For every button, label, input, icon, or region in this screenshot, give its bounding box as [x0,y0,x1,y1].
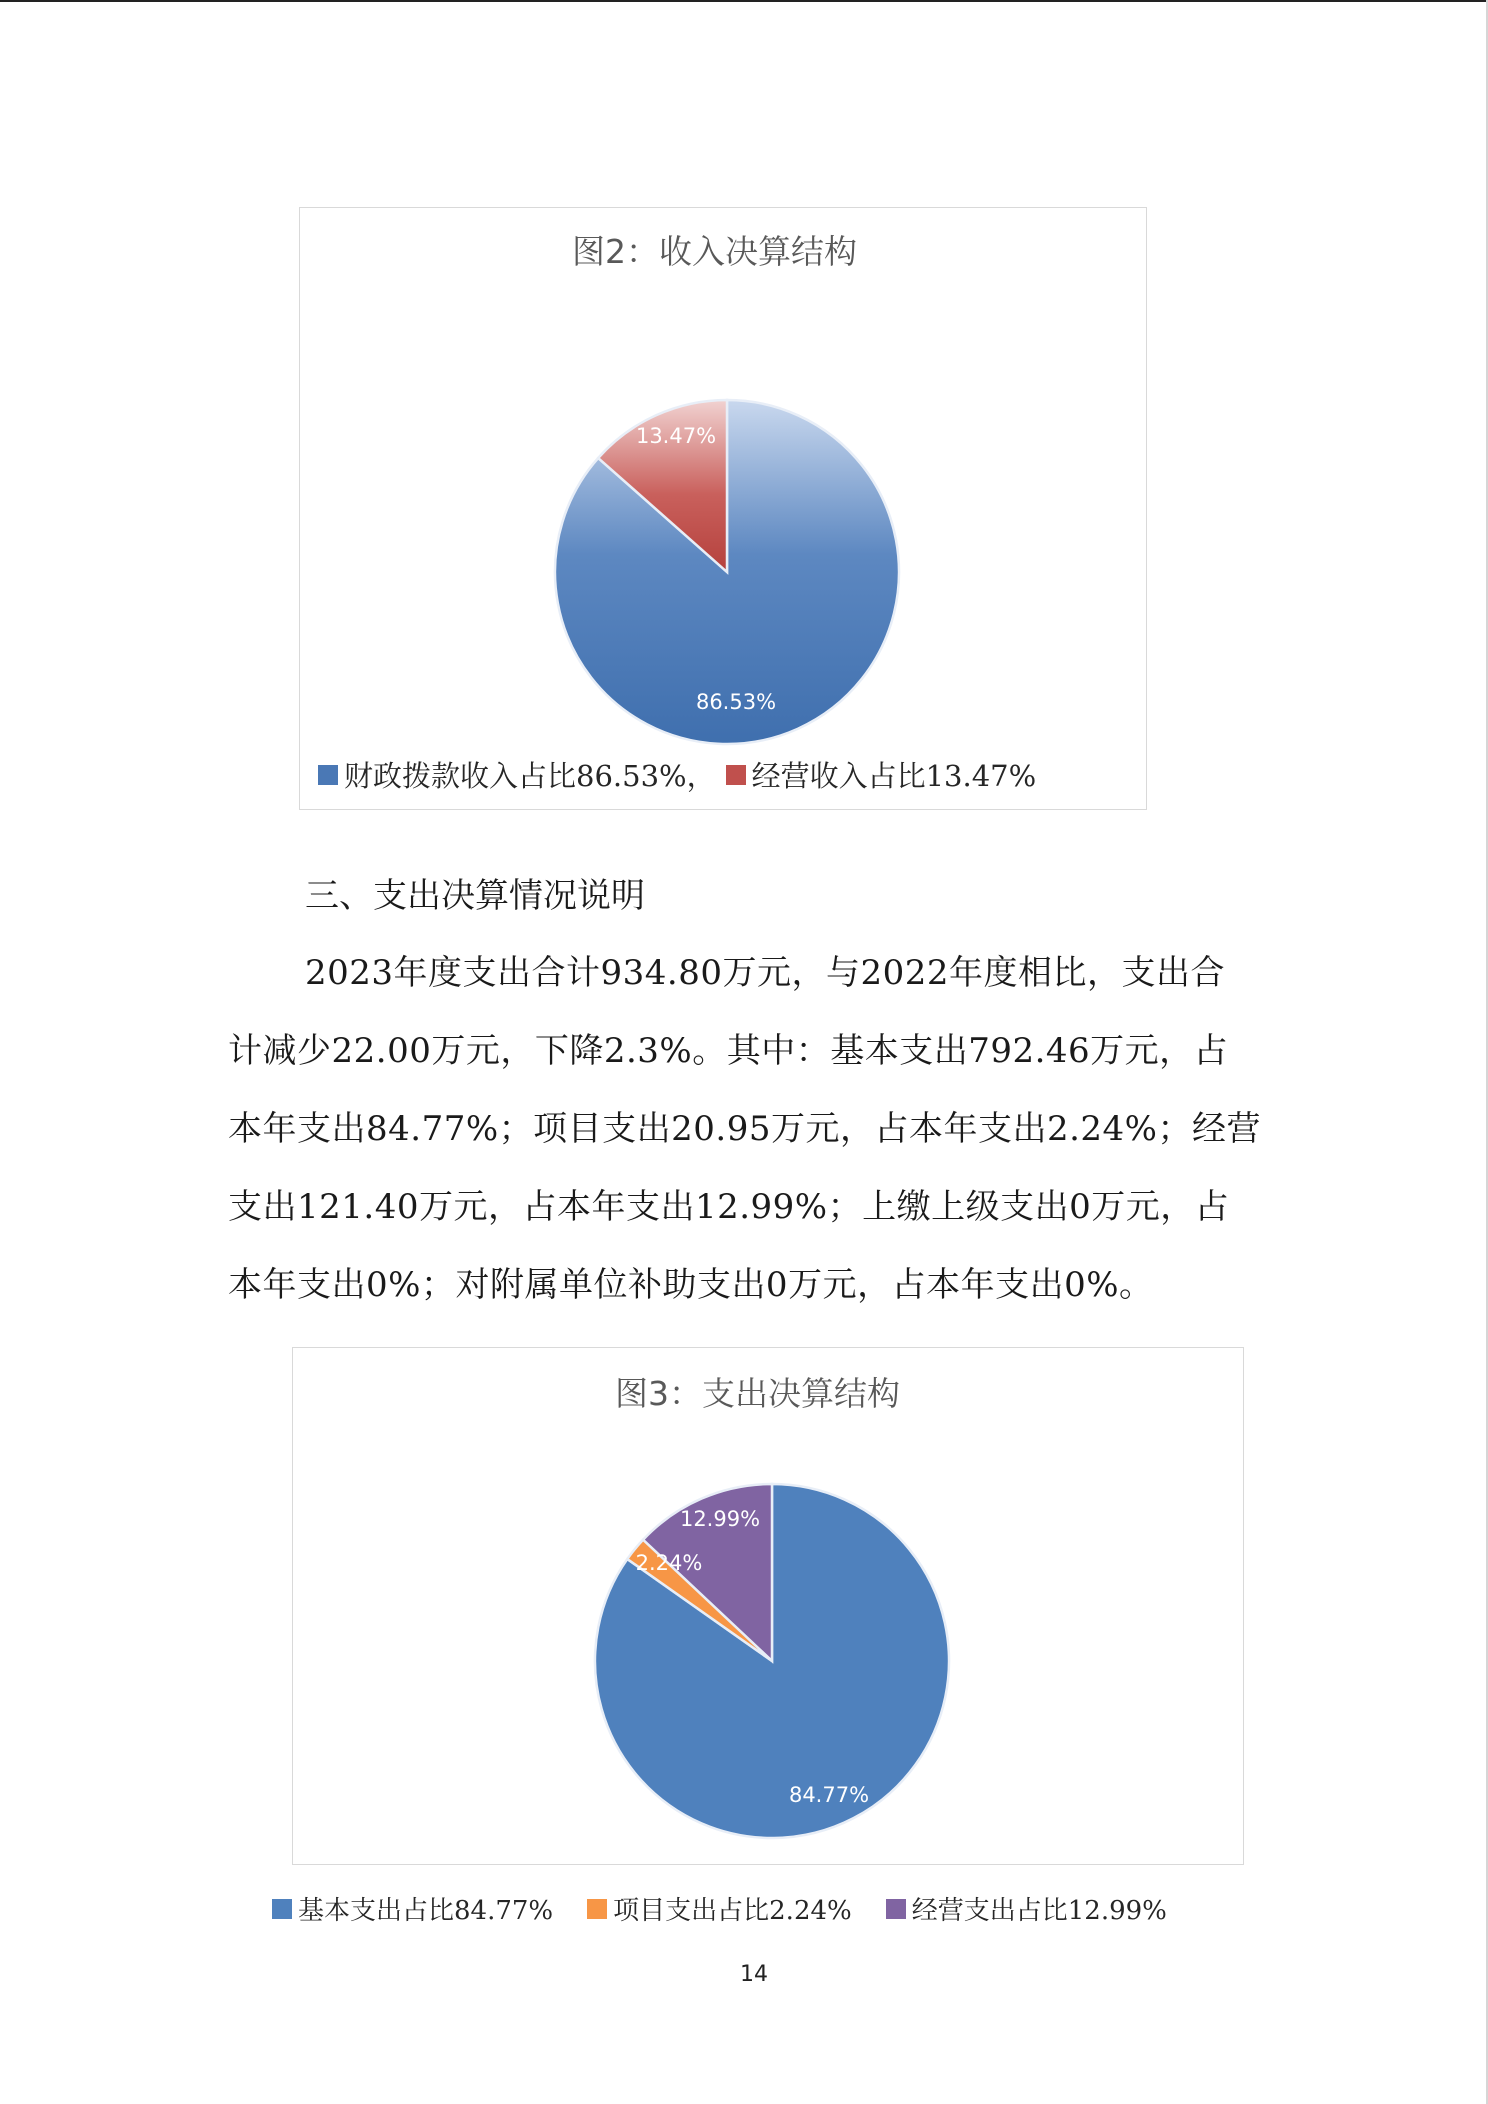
legend-swatch-project [587,1899,607,1919]
legend-swatch-business [726,765,746,785]
income-slice-label-fiscal: 86.53% [695,690,777,714]
income-chart-legend [314,752,1040,797]
legend-label-business: 经营收入占比13.47% [751,759,1037,793]
body-line: 本年支出84.77%；项目支出20.95万元，占本年支出2.24%；经营 [228,1109,1261,1149]
legend-item-project [587,1890,852,1927]
income-slice-label-business: 13.47% [635,424,717,448]
legend-item-business-exp [886,1890,1167,1927]
expense-chart-legend [272,1890,1167,1927]
legend-item-basic [272,1890,553,1927]
body-line: 本年支出0%；对附属单位补助支出0万元，占本年支出0%。 [228,1265,1154,1305]
body-line: 2023年度支出合计934.80万元，与2022年度相比，支出合 [305,953,1226,993]
legend-swatch-business-exp [886,1899,906,1919]
page-number: 14 [740,1962,768,1987]
income-chart-title: 图2：收入决算结构 [572,232,857,271]
expense-slice-label-basic: 84.77% [788,1783,870,1807]
body-line: 计减少22.00万元，下降2.3%。其中：基本支出792.46万元，占 [228,1031,1229,1071]
legend-label-project: 项目支出占比2.24% [613,1896,852,1926]
expense-slice-label-business: 12.99% [679,1507,761,1531]
legend-item-business [726,754,1037,795]
expense-chart-title: 图3：支出决算结构 [615,1374,900,1413]
legend-label-business-exp: 经营支出占比12.99% [911,1896,1167,1926]
legend-label-basic: 基本支出占比84.77% [298,1896,554,1926]
legend-label-fiscal: 财政拨款收入占比86.53%， [344,759,716,793]
legend-swatch-basic [272,1899,292,1919]
expense-pie-chart [580,1465,960,1845]
expense-slice-label-project: 2.24% [635,1551,703,1575]
body-line: 支出121.40万元，占本年支出12.99%；上缴上级支出0万元，占 [228,1187,1230,1227]
income-pie-chart [540,380,920,760]
legend-item-fiscal [318,754,716,795]
section-heading: 三、支出决算情况说明 [305,876,645,916]
page-edge-top [0,0,1488,2]
legend-swatch-fiscal [318,765,338,785]
